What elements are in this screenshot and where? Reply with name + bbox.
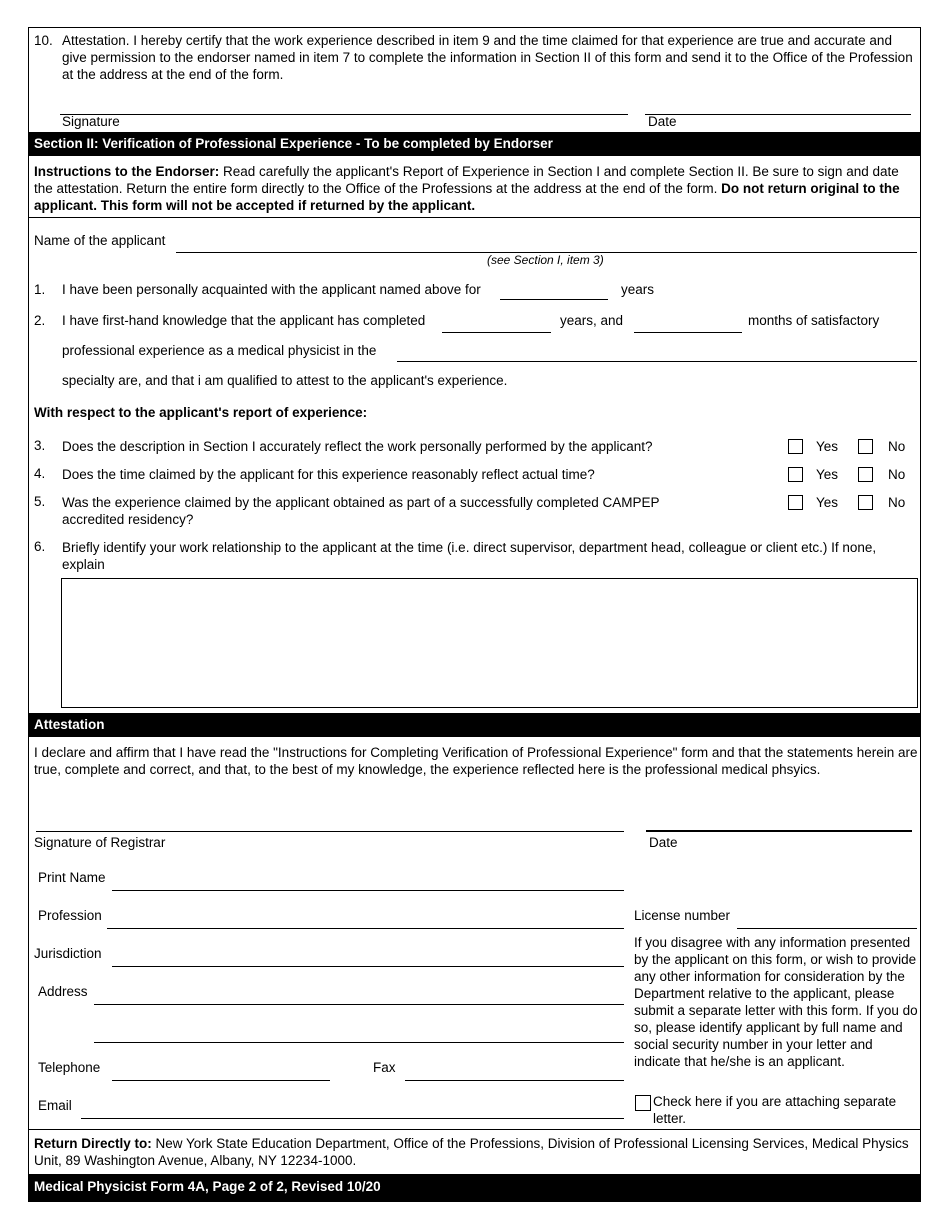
attach-letter-checkbox[interactable] — [635, 1095, 651, 1111]
registrar-signature-line[interactable] — [36, 831, 624, 832]
q5-yes-checkbox[interactable] — [788, 495, 803, 510]
print-name-label: Print Name — [38, 870, 106, 885]
divider — [28, 217, 921, 218]
item10-date-line[interactable] — [645, 114, 911, 115]
license-number-field[interactable] — [737, 928, 917, 929]
q3-no-checkbox[interactable] — [858, 439, 873, 454]
return-address — [34, 1135, 914, 1169]
registrar-date-label: Date — [649, 835, 678, 850]
q3-yes-checkbox[interactable] — [788, 439, 803, 454]
jurisdiction-label: Jurisdiction — [34, 946, 102, 961]
item10-text: Attestation. I hereby certify that the work experience described in item 9 and the time claimed for that experience are true and accurate and give permission to the endorser named in item 7 to complete the information in Section II of this form and send it to the Office of the Profession at the address at the end of the form. — [62, 33, 913, 82]
divider — [28, 1129, 921, 1130]
fax-field[interactable] — [405, 1080, 624, 1081]
item10-number: 10. — [34, 33, 53, 48]
instructions-lead: Instructions to the Endorser: — [34, 164, 220, 179]
q2-line3: specialty are, and that i am qualified to attest to the applicant's experience. — [62, 373, 508, 388]
respect-heading: With respect to the applicant's report of experience: — [34, 405, 368, 420]
q4-no-checkbox[interactable] — [858, 467, 873, 482]
endorser-instructions — [34, 163, 914, 214]
q1-number: 1. — [34, 282, 46, 297]
fax-label: Fax — [373, 1060, 396, 1075]
registrar-date-line[interactable] — [646, 830, 912, 832]
item10-signature-line[interactable] — [60, 114, 628, 115]
q2-months-label: months of satisfactory — [748, 313, 880, 328]
q2-specialty-field[interactable] — [397, 361, 917, 362]
q1-text: I have been personally acquainted with the applicant named above for — [62, 282, 481, 297]
address-label: Address — [38, 984, 88, 999]
q5-text: Was the experience claimed by the applicant obtained as part of a successfully completed CAMPEP accredited residency? — [62, 495, 660, 527]
q4-number: 4. — [34, 466, 46, 481]
applicant-name-label: Name of the applicant — [34, 233, 166, 248]
profession-label: Profession — [38, 908, 102, 923]
q6-number: 6. — [34, 539, 46, 554]
q4-yes-label: Yes — [816, 467, 839, 482]
section2-header: Section II: Verification of Professional Experience - To be completed by Endorser — [28, 132, 921, 156]
q4-yes-checkbox[interactable] — [788, 467, 803, 482]
instructions-body: Read carefully the applicant's Report of Experience in Section I and complete Section II. Be sure to sign and date the attestation. Return the entire form directly to the Office of the Professions at the address at the end of the form. — [34, 164, 899, 196]
q5-no-checkbox[interactable] — [858, 495, 873, 510]
q2-text: I have first-hand knowledge that the applicant has completed — [62, 313, 426, 328]
q6-relationship-textarea[interactable] — [61, 578, 918, 708]
profession-field[interactable] — [107, 928, 624, 929]
q2-line2: professional experience as a medical physicist in the — [62, 343, 377, 358]
instructions-warning: Do not return original to the applicant. This form will not be accepted if returned by the applicant. — [34, 181, 900, 213]
attach-letter-label: Check here if you are attaching separate letter. — [653, 1094, 897, 1126]
license-number-label: License number — [634, 908, 731, 923]
address-field-2[interactable] — [94, 1042, 624, 1043]
q2-months-field[interactable] — [634, 332, 742, 333]
q2-number: 2. — [34, 313, 46, 328]
jurisdiction-field[interactable] — [112, 966, 624, 967]
q5-number: 5. — [34, 494, 46, 509]
q2-years-label: years, and — [560, 313, 624, 328]
q3-no-label: No — [888, 439, 906, 454]
item10-signature-label: Signature — [62, 114, 120, 129]
q4-text: Does the time claimed by the applicant for this experience reasonably reflect actual time? — [62, 467, 595, 482]
q5-no-label: No — [888, 495, 906, 510]
q3-number: 3. — [34, 438, 46, 453]
q5-yes-label: Yes — [816, 495, 839, 510]
telephone-label: Telephone — [38, 1060, 101, 1075]
attestation-header: Attestation — [28, 713, 921, 737]
print-name-field[interactable] — [112, 890, 624, 891]
return-lead: Return Directly to: — [34, 1136, 152, 1151]
q1-years-field[interactable] — [500, 299, 608, 300]
attestation-text: I declare and affirm that I have read the "Instructions for Completing Verification of Professional Experience" form and that the statements herein are true, complete and correct, and that, to the best of my knowledge, the experience reflected here is the professional medical phsyics. — [34, 745, 918, 777]
form-id-footer: Medical Physicist Form 4A, Page 2 of 2, Revised 10/20 — [28, 1174, 921, 1202]
email-field[interactable] — [81, 1118, 624, 1119]
q6-text: Briefly identify your work relationship to the applicant at the time (i.e. direct supervisor, department head, colleague or client etc.) If none, explain — [62, 540, 877, 572]
item10-date-label: Date — [648, 114, 677, 129]
q1-years-label: years — [621, 282, 655, 297]
address-field-1[interactable] — [94, 1004, 624, 1005]
disagree-note: If you disagree with any information presented by the applicant on this form, or wish to provide any other information for consideration by the Department relative to the applicant, please submit a separate letter with this form. If you do so, please identify applicant by full name and social security number in your letter and indicate that he/she is an applicant. — [634, 935, 918, 1069]
applicant-name-hint: (see Section I, item 3) — [487, 253, 604, 267]
q4-no-label: No — [888, 467, 906, 482]
q3-text: Does the description in Section I accurately reflect the work personally performed by the applicant? — [62, 439, 653, 454]
return-text: New York State Education Department, Office of the Professions, Division of Professional Licensing Services, Medical Physics Unit, 89 Washington Avenue, Albany, NY 12234-1000. — [34, 1136, 909, 1168]
email-label: Email — [38, 1098, 72, 1113]
telephone-field[interactable] — [112, 1080, 330, 1081]
q3-yes-label: Yes — [816, 439, 839, 454]
registrar-signature-label: Signature of Registrar — [34, 835, 166, 850]
q2-years-field[interactable] — [442, 332, 551, 333]
